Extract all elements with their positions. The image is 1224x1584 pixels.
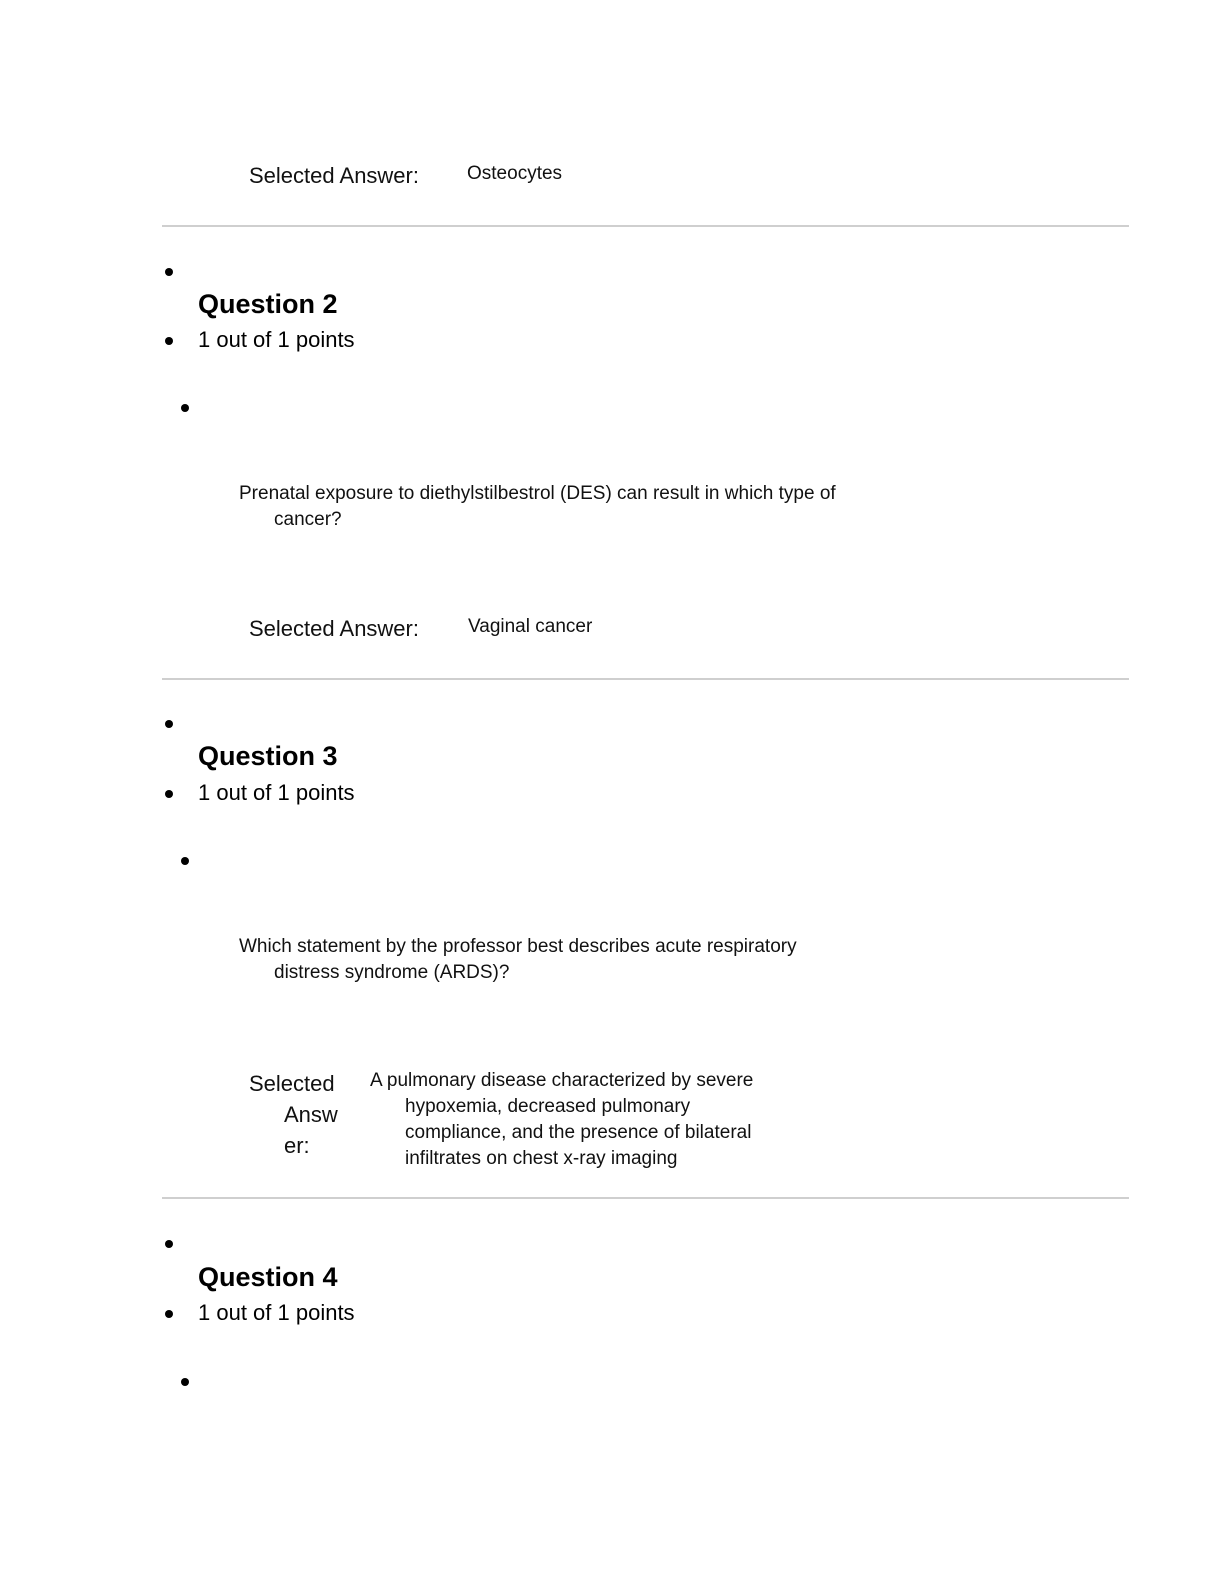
selected-answer-label: Selected Answer: xyxy=(249,616,419,641)
label-line: Selected xyxy=(249,1071,335,1096)
divider xyxy=(162,225,1129,227)
question-title: Question 4 xyxy=(198,1262,338,1292)
question-title: Question 2 xyxy=(198,289,338,319)
bullet xyxy=(165,268,173,276)
label-line: er: xyxy=(284,1133,310,1158)
bullet xyxy=(181,404,189,412)
label-line: Answ xyxy=(284,1102,338,1127)
answer-line: hypoxemia, decreased pulmonary xyxy=(405,1096,691,1117)
answer-line: compliance, and the presence of bilateral xyxy=(405,1122,752,1143)
question-points: 1 out of 1 points xyxy=(198,327,355,352)
bullet xyxy=(165,1310,173,1318)
selected-answer-label: Selected Answer: xyxy=(249,163,419,188)
question-text-line: Prenatal exposure to diethylstilbestrol (DES) can result in which type of xyxy=(239,483,836,504)
bullet xyxy=(165,337,173,345)
bullet xyxy=(165,790,173,798)
selected-answer-value: Vaginal cancer xyxy=(468,616,593,637)
bullet xyxy=(165,1240,173,1248)
answer-line: infiltrates on chest x-ray imaging xyxy=(405,1148,678,1169)
selected-answer-value xyxy=(370,1068,753,1172)
question-text xyxy=(239,934,939,986)
question-title: Question 3 xyxy=(198,741,338,771)
divider xyxy=(162,678,1129,680)
question-text-line: Which statement by the professor best describes acute respiratory xyxy=(239,936,797,957)
selected-answer-label xyxy=(249,1068,338,1161)
selected-answer-value: Osteocytes xyxy=(467,163,563,184)
question-points: 1 out of 1 points xyxy=(198,780,355,805)
bullet xyxy=(165,720,173,728)
answer-line: A pulmonary disease characterized by severe xyxy=(370,1070,754,1091)
divider xyxy=(162,1197,1129,1199)
question-text-line: distress syndrome (ARDS)? xyxy=(274,962,510,983)
question-text-line: cancer? xyxy=(274,509,342,530)
bullet xyxy=(181,857,189,865)
question-text xyxy=(239,481,939,533)
question-points: 1 out of 1 points xyxy=(198,1300,355,1325)
bullet xyxy=(181,1378,189,1386)
